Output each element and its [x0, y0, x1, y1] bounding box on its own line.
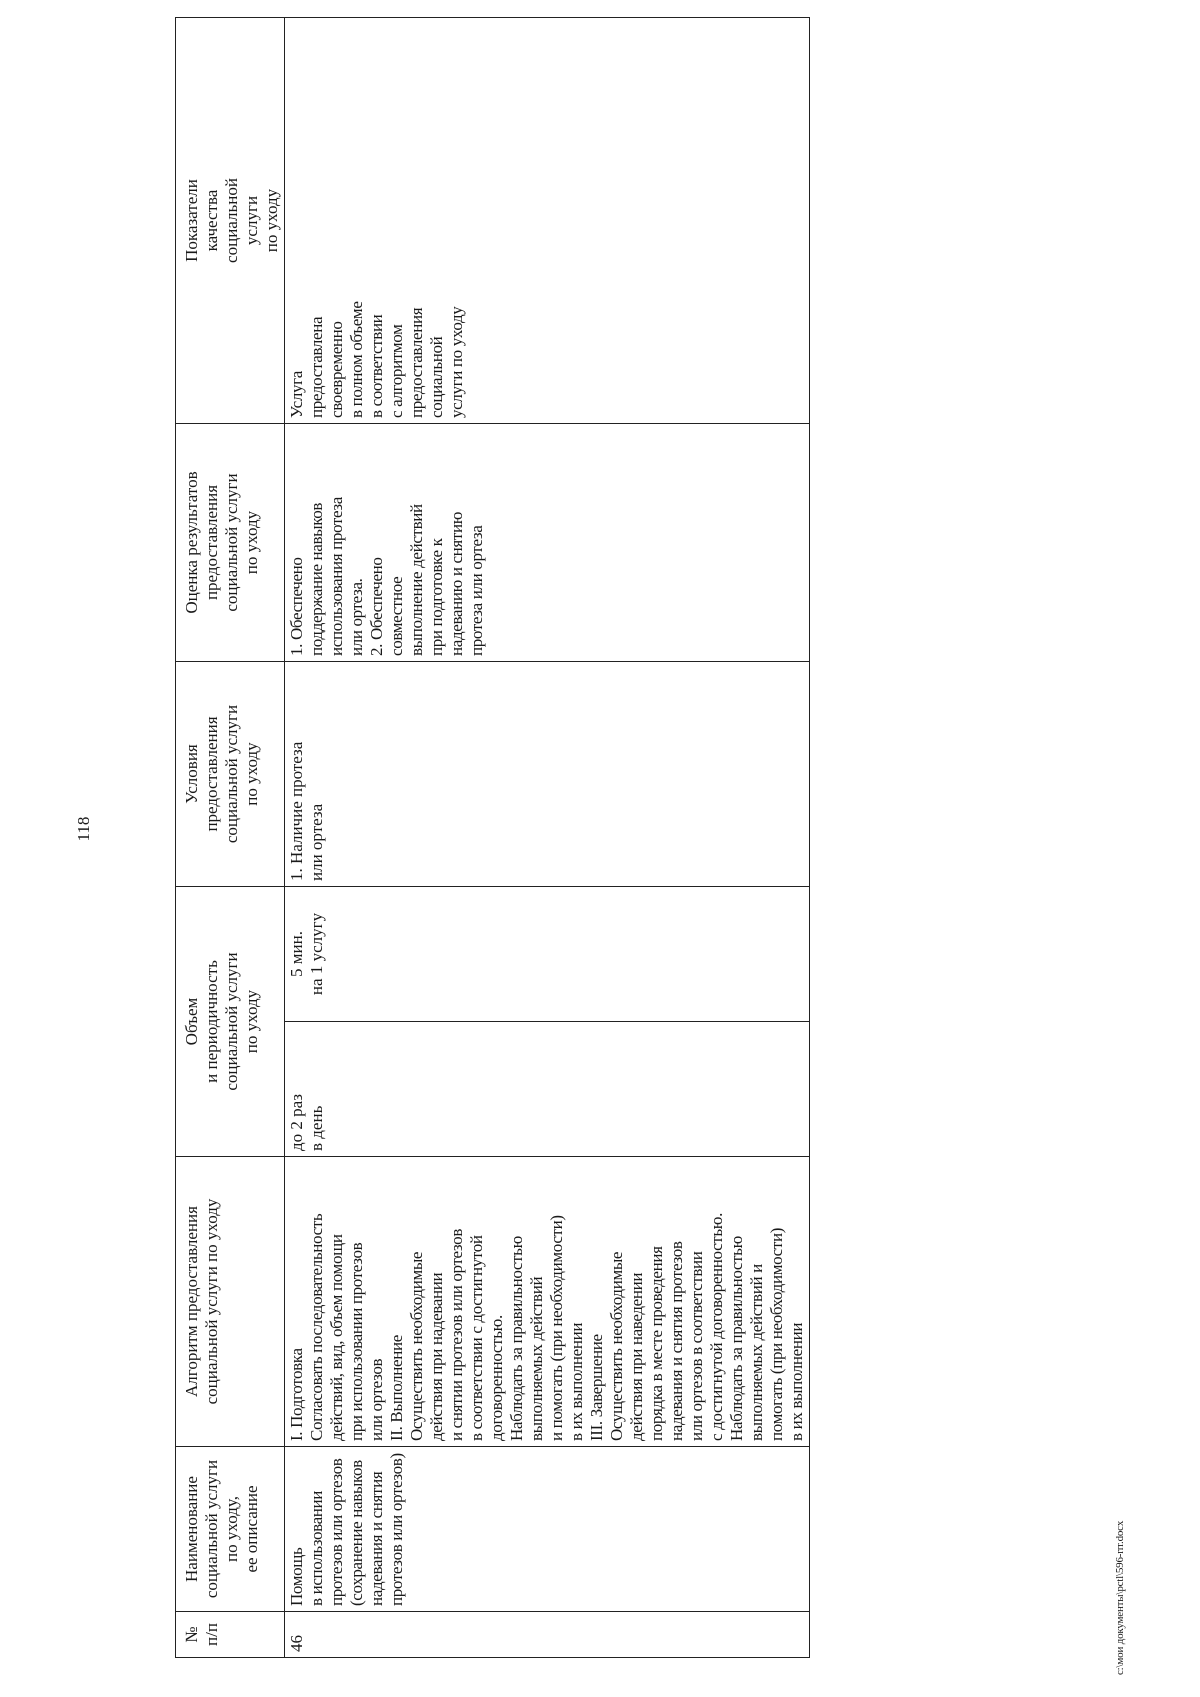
header-num: № п/п	[176, 1612, 285, 1658]
header-name: Наименование социальной услуги по уходу, ее описание	[176, 1447, 285, 1612]
cell-evaluation: 1. Обеспечено поддержание навыков использования протеза или ортеза. 2. Обеспечено совместное выполнение действий при подготовке к надеванию и снятию протеза или ортеза	[285, 424, 810, 662]
cell-num: 46	[285, 1612, 810, 1658]
services-table	[175, 17, 810, 1658]
header-evaluation: Оценка результатов предоставления социальной услуги по уходу	[176, 424, 285, 662]
cell-duration: 5 мин. на 1 услугу	[285, 887, 810, 1022]
header-volume: Объем и периодичность социальной услуги по уходу	[176, 887, 285, 1157]
cell-frequency: до 2 раз в день	[285, 1022, 810, 1157]
cell-name: Помощь в использовании протезов или ортезов (сохранение навыков надевания и снятия протезов или ортезов)	[285, 1447, 810, 1612]
page-number: 118	[74, 816, 93, 842]
header-quality: Показатели качества социальной услуги по уходу	[176, 18, 285, 424]
header-algorithm: Алгоритм предоставления социальной услуги по уходу	[176, 1157, 285, 1447]
footer-file-path: c:\мои документы\pctl\596-rrr.docx	[1114, 1520, 1126, 1675]
header-conditions: Условия предоставления социальной услуги по уходу	[176, 662, 285, 887]
cell-conditions: 1. Наличие протеза или ортеза	[285, 662, 810, 887]
table-row	[285, 18, 810, 1658]
cell-quality: Услуга предоставлена своевременно в полном объеме в соответствии с алгоритмом предоставления социальной услуги по уходу	[285, 18, 810, 424]
table-header-row	[176, 18, 285, 1658]
cell-algorithm: I. Подготовка Согласовать последовательность действий, вид, объем помощи при использовании протезов или ортезов II. Выполнение Осуществить необходимые действия при надевании и снятии протезов или ортезов в соответствии с достигнутой договоренностью. Наблюдать за правильностью выполняемых действий и помогать (при необходимости) в их выполнении III. Завершение Осуществить необходимые действия при наведении порядка в месте проведения надевания и снятия протезов или ортезов в соответствии с достигнутой договоренностью. Наблюдать за правильностью выполняемых действий и помогать (при необходимости) в их выполнении	[285, 1157, 810, 1447]
